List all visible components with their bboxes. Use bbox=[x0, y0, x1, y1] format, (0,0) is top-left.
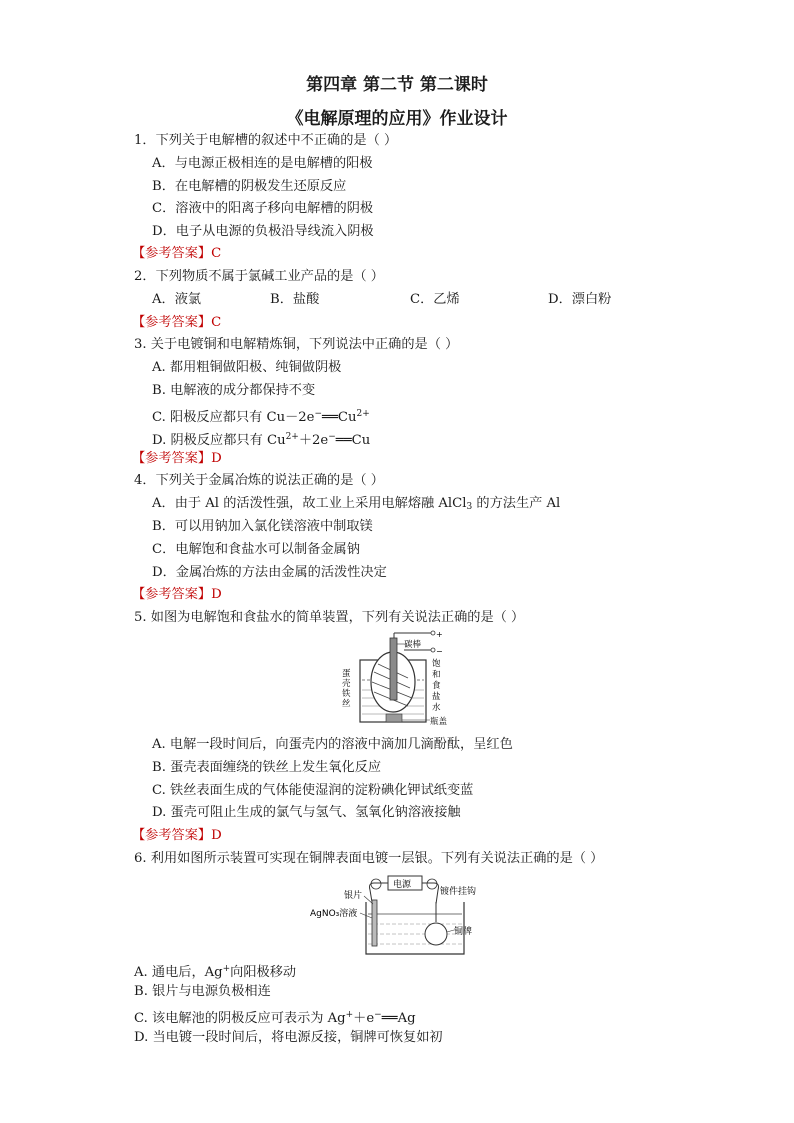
q3-option-a: A. 都用粗铜做阳极、纯铜做阴极 bbox=[152, 360, 342, 375]
q4-option-c: C．电解饱和食盐水可以制备金属钠 bbox=[152, 542, 360, 557]
q1-option-b: B．在电解槽的阴极发生还原反应 bbox=[152, 179, 347, 194]
svg-text:银片: 银片 bbox=[344, 891, 363, 901]
svg-text:铁: 铁 bbox=[342, 689, 351, 699]
svg-text:食: 食 bbox=[432, 681, 441, 691]
electrolysis-apparatus-figure bbox=[338, 630, 468, 730]
q3-stem: 3. 关于电镀铜和电解精炼铜，下列说法中正确的是（ ） bbox=[134, 337, 459, 352]
q6-option-b: B. 银片与电源负极相连 bbox=[134, 984, 271, 999]
q2-option-a: A．液氯 bbox=[152, 292, 202, 307]
q4-answer: 【参考答案】D bbox=[132, 587, 222, 602]
svg-text:AgNO₃溶液: AgNO₃溶液 bbox=[310, 909, 358, 919]
worksheet-title: 《电解原理的应用》作业设计 bbox=[286, 109, 508, 129]
svg-text:+: + bbox=[436, 630, 443, 639]
q2-stem: 2．下列物质不属于氯碱工业产品的是（ ） bbox=[134, 269, 384, 284]
q3-answer: 【参考答案】D bbox=[132, 451, 222, 466]
q4-stem: 4．下列关于金属冶炼的说法正确的是（ ） bbox=[134, 473, 384, 488]
svg-text:电源: 电源 bbox=[393, 880, 412, 890]
q3-option-d: D. 阴极反应都只有 $Cu^{2+}+2e^-══Cu$ bbox=[152, 432, 371, 448]
q2-option-c: C．乙烯 bbox=[410, 292, 460, 307]
q6-option-a: A. 通电后，Ag+向阳极移动 bbox=[134, 964, 297, 980]
q2-option-d: D．漂白粉 bbox=[548, 292, 612, 307]
chapter-title: 第四章 第二节 第二课时 bbox=[306, 75, 488, 95]
q3-option-c: C. 阳极反应都只有 $Cu-2e^-══Cu^{2+}$ bbox=[152, 409, 370, 425]
q5-option-b: B. 蛋壳表面缠绕的铁丝上发生氧化反应 bbox=[152, 760, 382, 775]
svg-text:和: 和 bbox=[432, 670, 441, 680]
svg-text:壳: 壳 bbox=[342, 679, 351, 689]
q5-option-d: D. 蛋壳可阻止生成的氯气与氢气、氢氧化钠溶液接触 bbox=[152, 805, 461, 820]
q2-answer: 【参考答案】C bbox=[132, 315, 222, 330]
svg-text:瓶盖: 瓶盖 bbox=[430, 717, 448, 727]
q5-stem: 5. 如图为电解饱和食盐水的简单装置，下列有关说法正确的是（ ） bbox=[134, 610, 525, 625]
q5-answer: 【参考答案】D bbox=[132, 828, 222, 843]
q4-option-d: D．金属冶炼的方法由金属的活泼性决定 bbox=[152, 565, 387, 580]
svg-text:蛋: 蛋 bbox=[342, 669, 351, 679]
q1-option-a: A．与电源正极相连的是电解槽的阳极 bbox=[152, 156, 373, 171]
q6-stem: 6. 利用如图所示装置可实现在铜牌表面电镀一层银。下列有关说法正确的是（ ） bbox=[134, 851, 604, 866]
q4-option-b: B．可以用钠加入氯化镁溶液中制取镁 bbox=[152, 519, 373, 534]
q1-option-c: C．溶液中的阳离子移向电解槽的阴极 bbox=[152, 201, 374, 216]
q1-answer: 【参考答案】C bbox=[132, 246, 222, 261]
q5-option-a: A. 电解一段时间后，向蛋壳内的溶液中滴加几滴酚酞，呈红色 bbox=[152, 737, 513, 752]
q2-option-b: B．盐酸 bbox=[270, 292, 320, 307]
svg-text:碳棒: 碳棒 bbox=[404, 640, 422, 650]
svg-text:盐: 盐 bbox=[432, 692, 441, 702]
electroplating-apparatus-figure bbox=[308, 872, 498, 960]
q6-option-d: D. 当电镀一段时间后，将电源反接，铜牌可恢复如初 bbox=[134, 1030, 443, 1045]
q5-option-c: C. 铁丝表面生成的气体能使湿润的淀粉碘化钾试纸变蓝 bbox=[152, 783, 474, 798]
q6-option-c: C. 该电解池的阴极反应可表示为 Ag+＋e−══Ag bbox=[134, 1010, 416, 1026]
svg-text:饱: 饱 bbox=[432, 659, 441, 669]
svg-text:铜牌: 铜牌 bbox=[454, 927, 473, 937]
svg-text:−: − bbox=[436, 647, 443, 656]
q1-option-d: D．电子从电源的负极沿导线流入阴极 bbox=[152, 224, 374, 239]
svg-text:水: 水 bbox=[432, 703, 441, 713]
q4-option-a: A．由于 Al 的活泼性强，故工业上采用电解熔融 AlCl$_3$ 的方法生产 Al bbox=[152, 496, 561, 512]
q1-stem: 1．下列关于电解槽的叙述中不正确的是（ ） bbox=[134, 133, 398, 148]
svg-text:丝: 丝 bbox=[342, 699, 351, 709]
q3-option-b: B. 电解液的成分都保持不变 bbox=[152, 383, 316, 398]
svg-text:镀件挂钩: 镀件挂钩 bbox=[440, 887, 477, 897]
